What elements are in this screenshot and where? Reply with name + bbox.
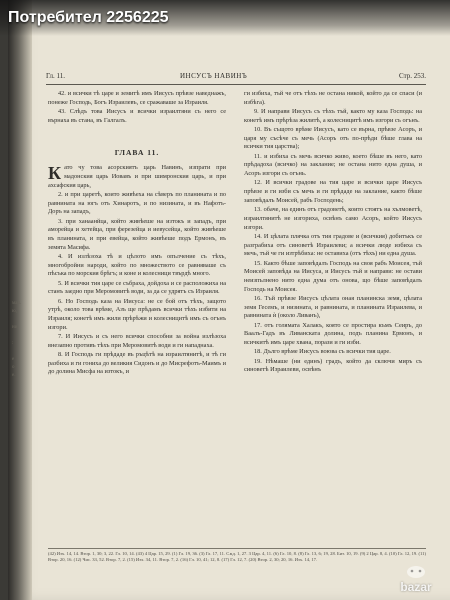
top-overlay-bar [0, 0, 450, 36]
verse: 15. Както бѣше заповѣдалъ Господь на своя рабъ Моисея, тъй Моисей заповѣда на Иисуса, и Иисусъ тъй и направи: не остави неизпълнено нито една дума отъ онова, що бѣше заповѣдалъ Господь на Моисея. [244, 259, 422, 293]
margin-annotations: мал. ю, ни : е о е. [12, 301, 22, 378]
verse: Като чу това асорскиятъ царь Навинъ, изпрати при мадонския царь Иовавъ и при шимронския царь, и при ахсафския царь, [48, 163, 226, 189]
page-number: Стр. 253. [399, 72, 426, 80]
verse: 42. и всички тѣ царе и земитѣ имъ Иисусъ прѣвзе наведнажъ, понеже Господь, Богъ Израилевъ, се сражаваше за Израиля. [48, 90, 226, 106]
drop-cap: К [48, 163, 62, 184]
verse: 43. Слѣдъ това Иисусъ и всички израилтяни съ него се върнаха въ стана, въ Галгалъ. [48, 108, 226, 124]
verse: 10. Въ същото врѣме Иисусъ, като се върна, прѣвзе Асоръ, и царя му съсѣче съ мечь (Асоръ отъ по-прѣди бѣше глава на всички тия царства); [244, 126, 422, 151]
right-column [244, 90, 422, 375]
verse: 8. И Господь ги прѣдаде въ ръцѣтѣ на израилтянитѣ, и тѣ ги разбиха и ги гониха до великия Сидонъ и до Мисрефотъ-Маимъ и до долина Мисфа на изтокъ, и [48, 351, 226, 376]
verse: 4. И излѣзоха тѣ и цѣлото имъ опълчение съ тѣхъ, многобройни народи, който по множеството се равняваше съ пѣсъка по морския брѣгъ; и коне и колесници твърдѣ много. [48, 252, 226, 278]
verse: 12. И всички градове на тия царе и всички царе Иисусъ прѣвзе и ги изби съ мечь и ги прѣдаде на заклание, както бѣше заповѣдалъ Моисей, рабъ Господень; [244, 179, 422, 204]
book-title: ИНСУСЪ НАВИНЪ [180, 72, 248, 80]
chapter-ref: Гл. 11. [46, 72, 66, 80]
verse: 11. и избиха съ мечь всичко живо, което бѣше въ него, като прѣдадоха (всичко) на заклание; не остана нито една душа, и Асоръ изгори съ огънь. [244, 152, 422, 178]
verse: 13. обаче, на единъ отъ градоветѣ, които стоятъ на хълмоветѣ, израилтянитѣ не изгориха, освѣнъ само Асоръ, който Иисусъ изгори. [244, 206, 422, 231]
left-column [48, 90, 226, 377]
chapter-title: ГЛАВА 11. [114, 148, 160, 158]
header-rule [46, 84, 426, 85]
verse: 16. Тъй прѣвзе Иисусъ цѣлата оная планинска земя, цѣлата земя Гесемъ, и низината, и равнината, и планината Израилева, и равнината ѝ (около Ливанъ), [244, 294, 422, 320]
verse: 5. И всички тия царе се събраха, дойдоха и се расположиха на станъ заедно при Меромовитѣ води, за да се удрятъ съ Израиля. [48, 279, 226, 296]
running-head [46, 72, 426, 84]
verse: 2. и при царетѣ, които живѣеха на сѣверъ по планината и по равнината на югъ отъ Хинаротъ, и по низината, и въ Нафотъ-Доръ на западъ, [48, 190, 226, 216]
watermark-text: bazar [400, 580, 432, 594]
verse: 3. при ханаанйца, който живѣеше на изтокъ и западъ, при аморейца и хетейца, при ферезейца и иевусейца, който живѣеше въ планината, и при евейца, който живѣеше подъ Ермонъ, въ земята Масифа. [48, 217, 226, 251]
verse: 17. отъ голямата Халакъ, която се простира къмъ Сеиръ, до Ваалъ-Гадъ въ Ливанската долина, подъ планина Ермонъ, и всичкитѣ имъ царе хвана, порази и ги изби. [244, 321, 422, 347]
seller-name[interactable]: Потребител 2256225 [8, 9, 169, 26]
footnotes: (42) Изх. 14, 14. Втор. 1, 30; 3, 22. Гл. 10, 14. (43) 4 Цар. 15, 29. (1) Гл. 19, 36. (3) Гл. 17, 11. Сѫд. 1, 27. 3 Цар. 4, 11. (6) Гл. 10, 8. (8) Гл. 13, 6; 19, 28. Бит. 10, 19. (9) 2 Цар. 8, 4. (10) Гл. 12, 19. (11) Втор. 20, 16. (12) Чис. 33, 52. Втор. 7, 2. (15) Изх. 34, 11. Втор. 7, 2. (16) Гл. 10, 41; 12, 8. (17) Гл. 12, 7. (20) Втор. 2, 30; 20, 16. Изх. 14, 17. [48, 548, 426, 563]
verse: 18. Дълго врѣме Иисусъ воюва съ всички тия царе. [254, 348, 391, 356]
verse: 9. И направи Иисусъ съ тѣхъ тъй, както му каза Господь: на конетѣ имъ прѣрѣза жилитѣ, а колесницитѣ имъ изгори съ огънъ. [244, 108, 422, 124]
verse: 14. И цѣлата плячка отъ тия градове и (всичкия) добитъкъ се разграбиха отъ синоветѣ Израилеви; а всички люде избиха съ мечь, тъй че ги изтрѣбиха: не оставиха (отъ тѣхъ) ни една душа. [244, 232, 422, 258]
verse: 19. Нѣмаше (ни единъ) градъ, който да сключи миръ съ синоветѣ Израилеви, освѣнъ [244, 357, 422, 374]
verse: 7. И Иисусъ и съ него всички способни за война излѣзоха внезапно противъ тѣхъ при Меромовитѣ води и ги нападнаха. [48, 333, 226, 349]
verse: ги избиха, тъй че отъ тѣхъ не остана никой, който да се спаси (и избѣга). [244, 90, 422, 106]
verse: 6. Но Господь каза на Иисуса: не се бой отъ тѣхъ, защото утрѣ, около това врѣме, Азъ ще прѣдамъ всички тѣхъ избити на Израиля; конетѣ имъ жили прѣрѣжи и колесницитѣ имъ съ огънъ изгори. [48, 297, 226, 331]
